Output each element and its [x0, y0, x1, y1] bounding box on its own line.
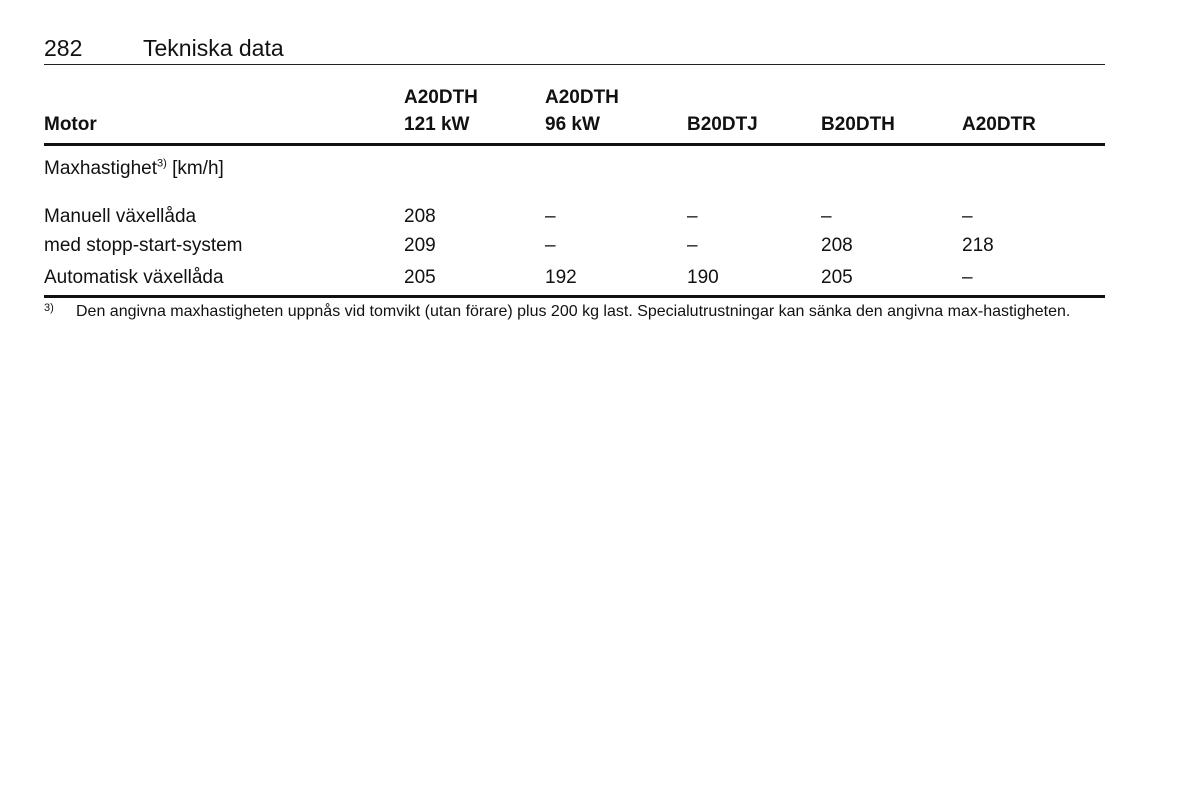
- column-header-motor: Motor: [44, 84, 404, 145]
- page-number: 282: [44, 35, 83, 61]
- table-row: [44, 202, 1105, 231]
- column-header-engine-1: A20DTH 121 kW: [404, 84, 545, 145]
- table-cell: 205: [821, 260, 962, 297]
- table-cell: 205: [404, 260, 545, 297]
- table-cell: –: [962, 205, 973, 227]
- table-row: [44, 231, 1105, 260]
- table-cell: –: [687, 205, 698, 227]
- table-cell: 218: [962, 234, 994, 256]
- table-row: [44, 260, 1105, 297]
- table-cell: –: [821, 205, 832, 227]
- table-cell: 192: [545, 260, 687, 297]
- table-cell: 209: [404, 234, 436, 256]
- table-cell: –: [962, 260, 1105, 297]
- row-label: Manuell växellåda: [44, 205, 197, 227]
- table-cell: 208: [821, 234, 853, 256]
- row-label: Automatisk växellåda: [44, 260, 404, 297]
- table-cell: –: [687, 234, 698, 256]
- page-header: [44, 34, 1105, 65]
- spacer-row: [44, 190, 1105, 202]
- footnote-ref: 3): [157, 157, 167, 170]
- table-cell: 190: [687, 260, 821, 297]
- column-header-engine-5: A20DTR: [962, 84, 1105, 145]
- footnote-text: Den angivna maxhastigheten uppnås vid tomvikt (utan förare) plus 200 kg last. Specialutrustningar kan sänka den angivna max-hastigheten.: [76, 303, 1071, 320]
- row-label: med stopp-start-system: [44, 234, 243, 256]
- table-cell: –: [545, 205, 556, 227]
- section-label: Maxhastighet$^{3)}$ [km/h]: [44, 157, 224, 179]
- max-speed-table: [44, 84, 1105, 298]
- column-header-engine-2: A20DTH 96 kW: [545, 84, 687, 145]
- column-header-engine-3: B20DTJ: [687, 84, 821, 145]
- page-title: Tekniska data: [143, 35, 284, 61]
- table-cell: –: [545, 234, 556, 256]
- table-header-row: [44, 84, 1105, 145]
- column-header-engine-4: B20DTH: [821, 84, 962, 145]
- footnote-marker: 3): [44, 302, 54, 314]
- section-row-max-speed: [44, 145, 1105, 191]
- table-cell: 208: [404, 205, 436, 227]
